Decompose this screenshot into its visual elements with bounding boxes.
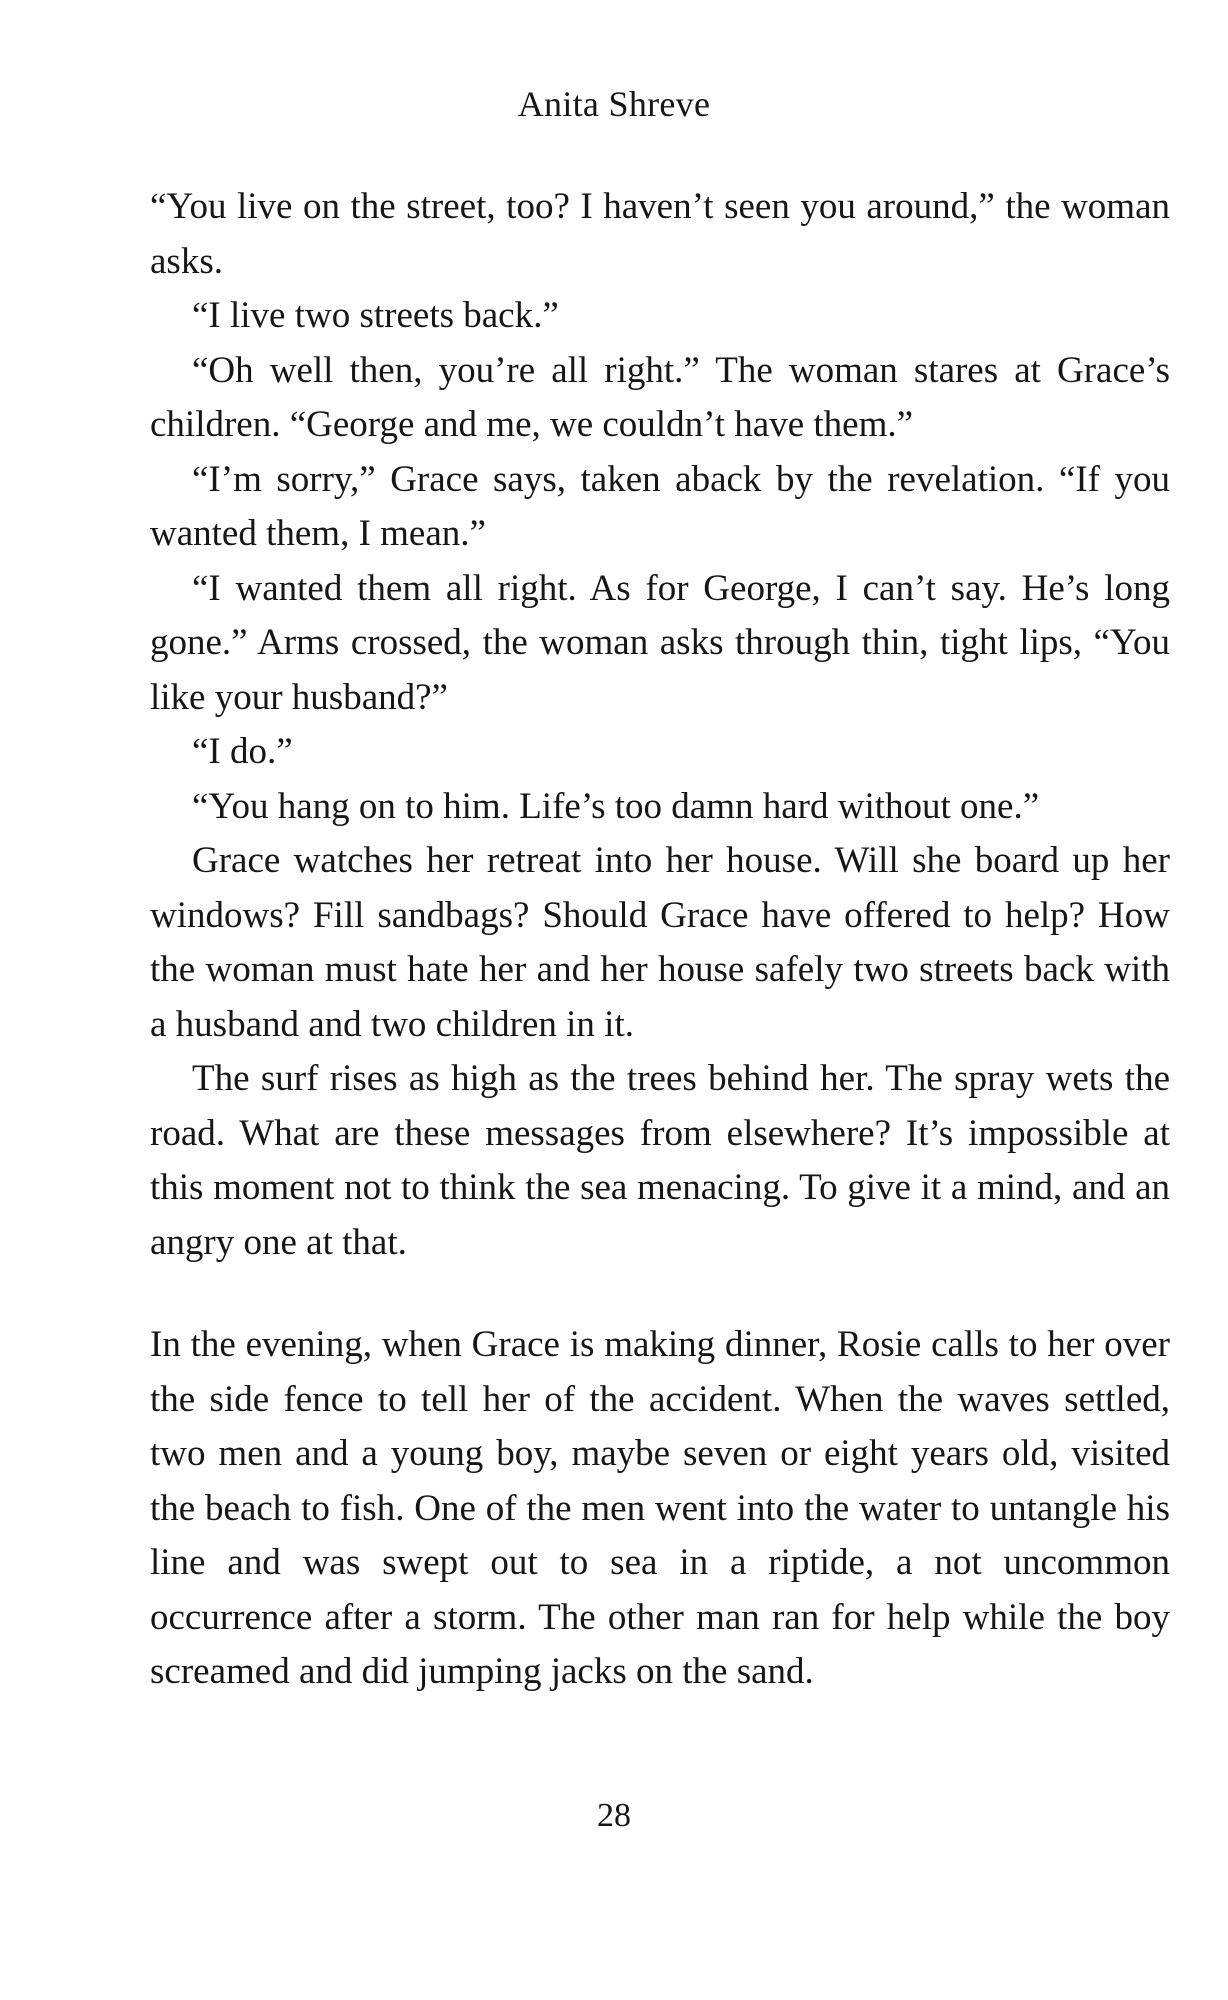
paragraph: “I do.” (192, 731, 293, 772)
text-section-two (150, 1318, 1170, 1700)
paragraph: The surf rises as high as the trees behind her. The spray wets the road. What are these messages from elsewhere? It’s impossible at this moment not to think the sea menacing. To give it a mind, and an angry one at that. (150, 1058, 1170, 1263)
paragraph: In the evening, when Grace is making dinner, Rosie calls to her over the side fence to tell her of the accident. When the waves settled, two men and a young boy, maybe seven or eight years old, visited the beach to fish. One of the men went into the water to untangle his line and was swept out to sea in a riptide, a not uncommon occurrence after a storm. The other man ran for help while the boy screamed and did jumping jacks on the sand. (150, 1324, 1170, 1692)
paragraph: Grace watches her retreat into her house. Will she board up her windows? Fill sandbags? Should Grace have offered to help? How the woman must hate her and her house safely two streets back with a husband and two children in it. (150, 840, 1170, 1045)
paragraph: “Oh well then, you’re all right.” The woman stares at Grace’s children. “George and me, we couldn’t have them.” (150, 349, 1170, 445)
paragraph: “You hang on to him. Life’s too damn hard without one.” (192, 785, 1040, 827)
text-section-one (150, 180, 1170, 1270)
running-head: Anita Shreve (517, 84, 711, 124)
paragraph: “You live on the street, too? I haven’t seen you around,” the woman asks. (150, 186, 1170, 282)
page-number: 28 (597, 1797, 631, 1834)
paragraph: “I live two streets back.” (192, 295, 559, 336)
paragraph: “I’m sorry,” Grace says, taken aback by the revelation. “If you wanted them, I mean.” (150, 458, 1170, 554)
paragraph: “I wanted them all right. As for George, I can’t say. He’s long gone.” Arms crossed, the woman asks through thin, tight lips, “You like your husband?” (150, 567, 1170, 718)
